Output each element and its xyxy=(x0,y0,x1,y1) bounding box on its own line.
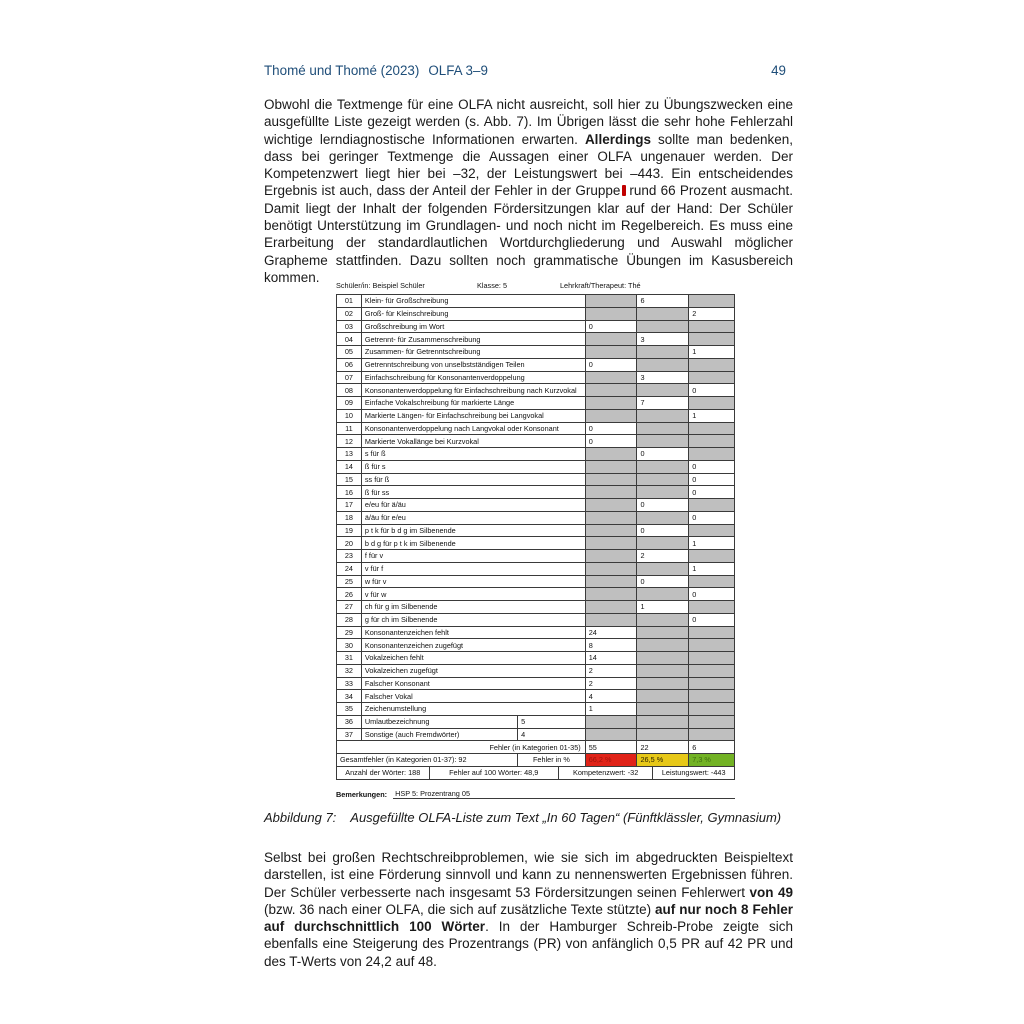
blocked-cell xyxy=(585,372,637,384)
row-number: 06 xyxy=(344,360,353,370)
header-authors: Thomé und Thomé (2023) xyxy=(264,63,420,78)
page-number: 49 xyxy=(771,63,786,78)
olfa-row-12 xyxy=(337,435,734,448)
olfa-row-01 xyxy=(337,295,734,308)
competence-value: Kompetenzwert: -32 xyxy=(558,767,653,779)
row-number: 03 xyxy=(344,321,353,331)
olfa-row-19 xyxy=(337,525,734,538)
category-label: Zeichenumstellung xyxy=(361,703,585,715)
percent-label: Fehler in % xyxy=(517,754,585,766)
totals-row xyxy=(337,741,734,754)
text-run: Selbst bei großen Rechtschreibproblemen, wie sie sich im abgedruckten Beispieltext darstellen, ist eine Förderung sinnvoll und kann zu nennenswerten Ergebnissen führen. Der Schüler verbesserte nach insgesamt 53 Fördersitzungen seinen Fehlerwert xyxy=(264,850,793,900)
row-number: 09 xyxy=(344,398,353,408)
olfa-row-31 xyxy=(337,652,734,665)
blocked-cell xyxy=(636,321,688,333)
category-label: Getrenntschreibung von unselbstständigen Teilen xyxy=(361,359,585,371)
blocked-cell xyxy=(688,627,734,639)
error-count-cell: 4 xyxy=(585,690,637,702)
totals-value: 6 xyxy=(688,741,734,753)
group1-red-bar-icon xyxy=(622,185,626,196)
row-number: 10 xyxy=(344,411,353,421)
olfa-row-02 xyxy=(337,308,734,321)
blocked-cell xyxy=(636,537,688,549)
category-label: Falscher Konsonant xyxy=(361,678,585,690)
blocked-cell xyxy=(585,601,637,613)
category-label: Markierte Vokallänge bei Kurzvokal xyxy=(361,435,585,447)
category-label: ß für ss xyxy=(361,486,585,498)
olfa-row-36 xyxy=(337,716,734,729)
olfa-row-03 xyxy=(337,321,734,334)
row-number: 13 xyxy=(344,449,353,459)
olfa-row-09 xyxy=(337,397,734,410)
blocked-cell xyxy=(688,690,734,702)
row-number: 05 xyxy=(344,347,353,357)
blocked-cell xyxy=(688,372,734,384)
olfa-row-07 xyxy=(337,372,734,385)
blocked-cell xyxy=(636,729,688,741)
word-count: Anzahl der Wörter: 188 xyxy=(345,768,421,778)
row-number: 01 xyxy=(344,296,353,306)
row-number: 11 xyxy=(345,423,353,433)
blocked-cell xyxy=(636,627,688,639)
group1-percent: 66,2 % xyxy=(585,754,637,766)
row-number: 35 xyxy=(344,704,353,714)
category-label: Falscher Vokal xyxy=(361,690,585,702)
paragraph-2 xyxy=(264,849,793,970)
olfa-row-10 xyxy=(337,410,734,423)
category-label: Vokalzeichen fehlt xyxy=(361,652,585,664)
error-count-cell: 7 xyxy=(636,397,688,409)
blocked-cell xyxy=(636,652,688,664)
olfa-row-15 xyxy=(337,474,734,487)
olfa-row-06 xyxy=(337,359,734,372)
blocked-cell xyxy=(585,410,637,422)
category-label: p t k für b d g im Silbenende xyxy=(361,525,585,537)
blocked-cell xyxy=(585,486,637,498)
error-count-cell: 0 xyxy=(688,512,734,524)
blocked-cell xyxy=(688,321,734,333)
category-label: s für ß xyxy=(361,448,585,460)
blocked-cell xyxy=(688,729,734,741)
row-number: 24 xyxy=(344,564,353,574)
blocked-cell xyxy=(688,652,734,664)
blocked-cell xyxy=(636,474,688,486)
error-count-cell: 0 xyxy=(636,576,688,588)
text-run: (bzw. 36 nach einer OLFA, die sich auf zusätzliche Texte stützte) xyxy=(264,901,656,917)
bold-text-run: Allerdings xyxy=(584,131,651,147)
bold-text-run: von 49 xyxy=(749,884,793,900)
row-number: 08 xyxy=(344,385,353,395)
text-run: Obwohl die Textmenge für eine OLFA nicht ausreicht, soll hier zu Übungszwecken eine ausgefüllte Liste gezeigt werden (s. Abb. 7). Im Übrigen lässt die sehr hohe Fehlerzahl wichtige lerndiagnostische Informationen erwarten. xyxy=(264,97,793,147)
error-count-cell: 3 xyxy=(636,372,688,384)
class-field: Klasse: 5 xyxy=(477,281,508,290)
error-count-cell: 14 xyxy=(585,652,637,664)
olfa-row-11 xyxy=(337,423,734,436)
blocked-cell xyxy=(688,550,734,562)
category-label: Vokalzeichen zugefügt xyxy=(361,665,585,677)
blocked-cell xyxy=(636,435,688,447)
figure-caption-text: Ausgefüllte OLFA-Liste zum Text „In 60 Tagen“ (Fünftklässler, Gymnasium) xyxy=(350,810,782,825)
error-count-cell: 2 xyxy=(585,665,637,677)
category-label: Großschreibung im Wort xyxy=(361,321,585,333)
blocked-cell xyxy=(585,384,637,396)
blocked-cell xyxy=(636,703,688,715)
blocked-cell xyxy=(585,461,637,473)
row-number: 04 xyxy=(344,334,353,344)
category-label: w für v xyxy=(361,576,585,588)
blocked-cell xyxy=(688,525,734,537)
olfa-row-29 xyxy=(337,627,734,640)
percent-row xyxy=(337,754,734,767)
olfa-form-header xyxy=(336,281,735,294)
teacher-field: Lehrkraft/Therapeut: Thé xyxy=(560,281,641,290)
blocked-cell xyxy=(636,423,688,435)
figure-caption xyxy=(264,810,793,825)
error-count-cell: 0 xyxy=(688,614,734,626)
blocked-cell xyxy=(585,716,637,728)
blocked-cell xyxy=(688,499,734,511)
olfa-row-17 xyxy=(337,499,734,512)
category-label: Einfache Vokalschreibung für markierte Länge xyxy=(361,397,585,409)
error-count-cell: 0 xyxy=(585,359,637,371)
olfa-row-34 xyxy=(337,690,734,703)
category-label: v für w xyxy=(361,588,585,600)
error-count-cell: 1 xyxy=(688,537,734,549)
olfa-row-05 xyxy=(337,346,734,359)
blocked-cell xyxy=(688,665,734,677)
olfa-row-13 xyxy=(337,448,734,461)
error-count-cell: 0 xyxy=(585,321,637,333)
blocked-cell xyxy=(636,410,688,422)
olfa-row-37 xyxy=(337,729,734,742)
blocked-cell xyxy=(585,563,637,575)
error-count-cell: 2 xyxy=(688,308,734,320)
error-count-cell: 2 xyxy=(585,678,637,690)
blocked-cell xyxy=(636,639,688,651)
row-number: 15 xyxy=(344,474,353,484)
category-label: Einfachschreibung für Konsonantenverdoppelung xyxy=(361,372,585,384)
error-count-cell: 0 xyxy=(636,499,688,511)
category-label: Groß- für Kleinschreibung xyxy=(361,308,585,320)
olfa-row-14 xyxy=(337,461,734,474)
error-count-cell: 0 xyxy=(688,486,734,498)
blocked-cell xyxy=(585,333,637,345)
blocked-cell xyxy=(636,614,688,626)
olfa-row-35 xyxy=(337,703,734,716)
row-number: 02 xyxy=(344,309,353,319)
error-count-cell: 0 xyxy=(585,423,637,435)
olfa-row-16 xyxy=(337,486,734,499)
category-label: Getrennt- für Zusammenschreibung xyxy=(361,333,585,345)
olfa-row-24 xyxy=(337,563,734,576)
error-count-cell: 4 xyxy=(517,729,585,741)
blocked-cell xyxy=(636,563,688,575)
error-count-cell: 2 xyxy=(636,550,688,562)
blocked-cell xyxy=(636,308,688,320)
error-count-cell: 5 xyxy=(517,716,585,728)
blocked-cell xyxy=(688,435,734,447)
row-number: 32 xyxy=(344,666,353,676)
error-count-cell: 3 xyxy=(636,333,688,345)
category-label: Konsonantenverdoppelung nach Langvokal oder Konsonant xyxy=(361,423,585,435)
row-number: 31 xyxy=(344,653,353,663)
blocked-cell xyxy=(585,295,637,307)
olfa-row-30 xyxy=(337,639,734,652)
figure-caption-label: Abbildung 7: xyxy=(264,810,337,825)
error-count-cell: 1 xyxy=(585,703,637,715)
row-number: 34 xyxy=(344,691,353,701)
row-number: 37 xyxy=(344,729,353,739)
remarks-value: HSP 5: Prozentrang 05 xyxy=(393,789,735,799)
olfa-row-04 xyxy=(337,333,734,346)
row-number: 26 xyxy=(344,589,353,599)
error-count-cell: 1 xyxy=(688,563,734,575)
olfa-row-33 xyxy=(337,678,734,691)
row-number: 12 xyxy=(344,436,353,446)
row-number: 16 xyxy=(344,487,353,497)
blocked-cell xyxy=(688,359,734,371)
error-count-cell: 6 xyxy=(636,295,688,307)
blocked-cell xyxy=(585,576,637,588)
blocked-cell xyxy=(636,486,688,498)
row-number: 27 xyxy=(344,602,353,612)
blocked-cell xyxy=(688,576,734,588)
olfa-row-23 xyxy=(337,550,734,563)
row-number: 28 xyxy=(344,615,353,625)
header-work-title: OLFA 3–9 xyxy=(428,63,488,78)
group2-percent: 26,5 % xyxy=(636,754,688,766)
blocked-cell xyxy=(688,716,734,728)
blocked-cell xyxy=(688,678,734,690)
blocked-cell xyxy=(636,346,688,358)
blocked-cell xyxy=(636,359,688,371)
olfa-row-32 xyxy=(337,665,734,678)
blocked-cell xyxy=(636,588,688,600)
remarks-row xyxy=(336,787,735,799)
blocked-cell xyxy=(636,461,688,473)
blocked-cell xyxy=(585,308,637,320)
blocked-cell xyxy=(636,678,688,690)
blocked-cell xyxy=(688,703,734,715)
blocked-cell xyxy=(636,716,688,728)
error-count-cell: 0 xyxy=(688,474,734,486)
blocked-cell xyxy=(585,550,637,562)
row-number: 20 xyxy=(344,538,353,548)
blocked-cell xyxy=(688,448,734,460)
stats-row xyxy=(337,767,734,780)
category-label: ss für ß xyxy=(361,474,585,486)
error-count-cell: 1 xyxy=(688,410,734,422)
olfa-error-table xyxy=(336,294,735,780)
errors-per-100-words: Fehler auf 100 Wörter: 48,9 xyxy=(429,767,558,779)
category-label: f für v xyxy=(361,550,585,562)
category-label: Sonstige (auch Fremdwörter) xyxy=(361,729,517,741)
totals-value: 55 xyxy=(585,741,637,753)
paragraph-1 xyxy=(264,96,793,286)
row-number: 14 xyxy=(344,462,353,472)
olfa-row-28 xyxy=(337,614,734,627)
error-count-cell: 8 xyxy=(585,639,637,651)
error-count-cell: 1 xyxy=(636,601,688,613)
blocked-cell xyxy=(585,448,637,460)
error-count-cell: 0 xyxy=(636,448,688,460)
olfa-form-figure xyxy=(336,281,735,799)
category-label: Zusammen- für Getrenntschreibung xyxy=(361,346,585,358)
student-field: Schüler/in: Beispiel Schüler xyxy=(336,281,425,290)
olfa-row-26 xyxy=(337,588,734,601)
blocked-cell xyxy=(585,614,637,626)
blocked-cell xyxy=(585,474,637,486)
remarks-label: Bemerkungen: xyxy=(336,789,388,799)
blocked-cell xyxy=(585,525,637,537)
row-number: 07 xyxy=(344,372,353,382)
olfa-row-25 xyxy=(337,576,734,589)
category-label: v für f xyxy=(361,563,585,575)
bold-text-run: auf nur noch 8 Fehler auf durchschnittlich 100 Wörter xyxy=(264,901,793,935)
text-run: sollte man bedenken, dass bei geringer Textmenge die Aussagen einer OLFA ungenauer werden. Der Kompetenzwert liegt hier bei –32, der Leistungswert bei –443. Ein entscheidendes Ergebnis ist auch, dass der Anteil der Fehler in der Gruppe xyxy=(264,131,793,199)
row-number: 25 xyxy=(344,576,353,586)
total-errors-label: Gesamtfehler (in Kategorien 01-37): 92 xyxy=(340,755,467,765)
error-count-cell: 24 xyxy=(585,627,637,639)
category-label: ä/äu für e/eu xyxy=(361,512,585,524)
row-number: 33 xyxy=(344,678,353,688)
olfa-row-18 xyxy=(337,512,734,525)
row-number: 29 xyxy=(344,627,353,637)
category-label: Klein- für Großschreibung xyxy=(361,295,585,307)
totals-value: 22 xyxy=(636,741,688,753)
olfa-row-27 xyxy=(337,601,734,614)
text-run: . In der Hamburger Schreib-Probe zeigte sich ebenfalls eine Steigerung des Prozentrangs (PR) von anfänglich 0,5 PR auf 42 PR und des T-Werts von 24,2 auf 48. xyxy=(264,919,793,969)
text-run: rund 66 Prozent ausmacht. Damit liegt der Inhalt der folgenden Fördersitzungen klar auf der Hand: Der Schüler benötigt Unterstützung im Grundlagen- und noch nicht im Regelbereich. Es muss eine Erarbeitung der standardlautlichen Wortdurchgliederung und Auswahl möglicher Grapheme stattfinden. Dazu sollten noch grammatische Übungen im Kasusbereich kommen. xyxy=(264,183,793,285)
blocked-cell xyxy=(688,639,734,651)
olfa-row-08 xyxy=(337,384,734,397)
category-label: Umlautbezeichnung xyxy=(361,716,517,728)
error-count-cell: 0 xyxy=(636,525,688,537)
blocked-cell xyxy=(585,512,637,524)
category-label: e/eu für ä/äu xyxy=(361,499,585,511)
running-header-title xyxy=(264,63,488,78)
blocked-cell xyxy=(688,397,734,409)
olfa-row-20 xyxy=(337,537,734,550)
row-number: 30 xyxy=(344,640,353,650)
group3-percent: 7,3 % xyxy=(688,754,734,766)
blocked-cell xyxy=(636,384,688,396)
performance-value: Leistungswert: -443 xyxy=(652,767,734,779)
blocked-cell xyxy=(585,397,637,409)
row-number: 18 xyxy=(344,513,353,523)
blocked-cell xyxy=(585,346,637,358)
blocked-cell xyxy=(585,537,637,549)
row-number: 23 xyxy=(344,551,353,561)
error-count-cell: 0 xyxy=(688,384,734,396)
category-label: b d g für p t k im Silbenende xyxy=(361,537,585,549)
category-label: ch für g im Silbenende xyxy=(361,601,585,613)
row-number: 17 xyxy=(344,500,353,510)
category-label: Markierte Längen- für Einfachschreibung bei Langvokal xyxy=(361,410,585,422)
error-count-cell: 0 xyxy=(585,435,637,447)
category-label: Konsonantenverdoppelung für Einfachschreibung nach Kurzvokal xyxy=(361,384,585,396)
blocked-cell xyxy=(585,499,637,511)
category-label: ß für s xyxy=(361,461,585,473)
category-label: g für ch im Silbenende xyxy=(361,614,585,626)
blocked-cell xyxy=(688,423,734,435)
error-count-cell: 0 xyxy=(688,588,734,600)
error-count-cell: 1 xyxy=(688,346,734,358)
error-count-cell: 0 xyxy=(688,461,734,473)
blocked-cell xyxy=(688,333,734,345)
blocked-cell xyxy=(636,665,688,677)
running-header xyxy=(264,63,786,78)
row-number: 36 xyxy=(344,717,353,727)
blocked-cell xyxy=(636,512,688,524)
blocked-cell xyxy=(585,588,637,600)
blocked-cell xyxy=(636,690,688,702)
totals-label: Fehler (in Kategorien 01-35) xyxy=(489,742,581,752)
row-number: 19 xyxy=(344,525,353,535)
blocked-cell xyxy=(688,295,734,307)
category-label: Konsonantenzeichen fehlt xyxy=(361,627,585,639)
category-label: Konsonantenzeichen zugefügt xyxy=(361,639,585,651)
blocked-cell xyxy=(585,729,637,741)
blocked-cell xyxy=(688,601,734,613)
